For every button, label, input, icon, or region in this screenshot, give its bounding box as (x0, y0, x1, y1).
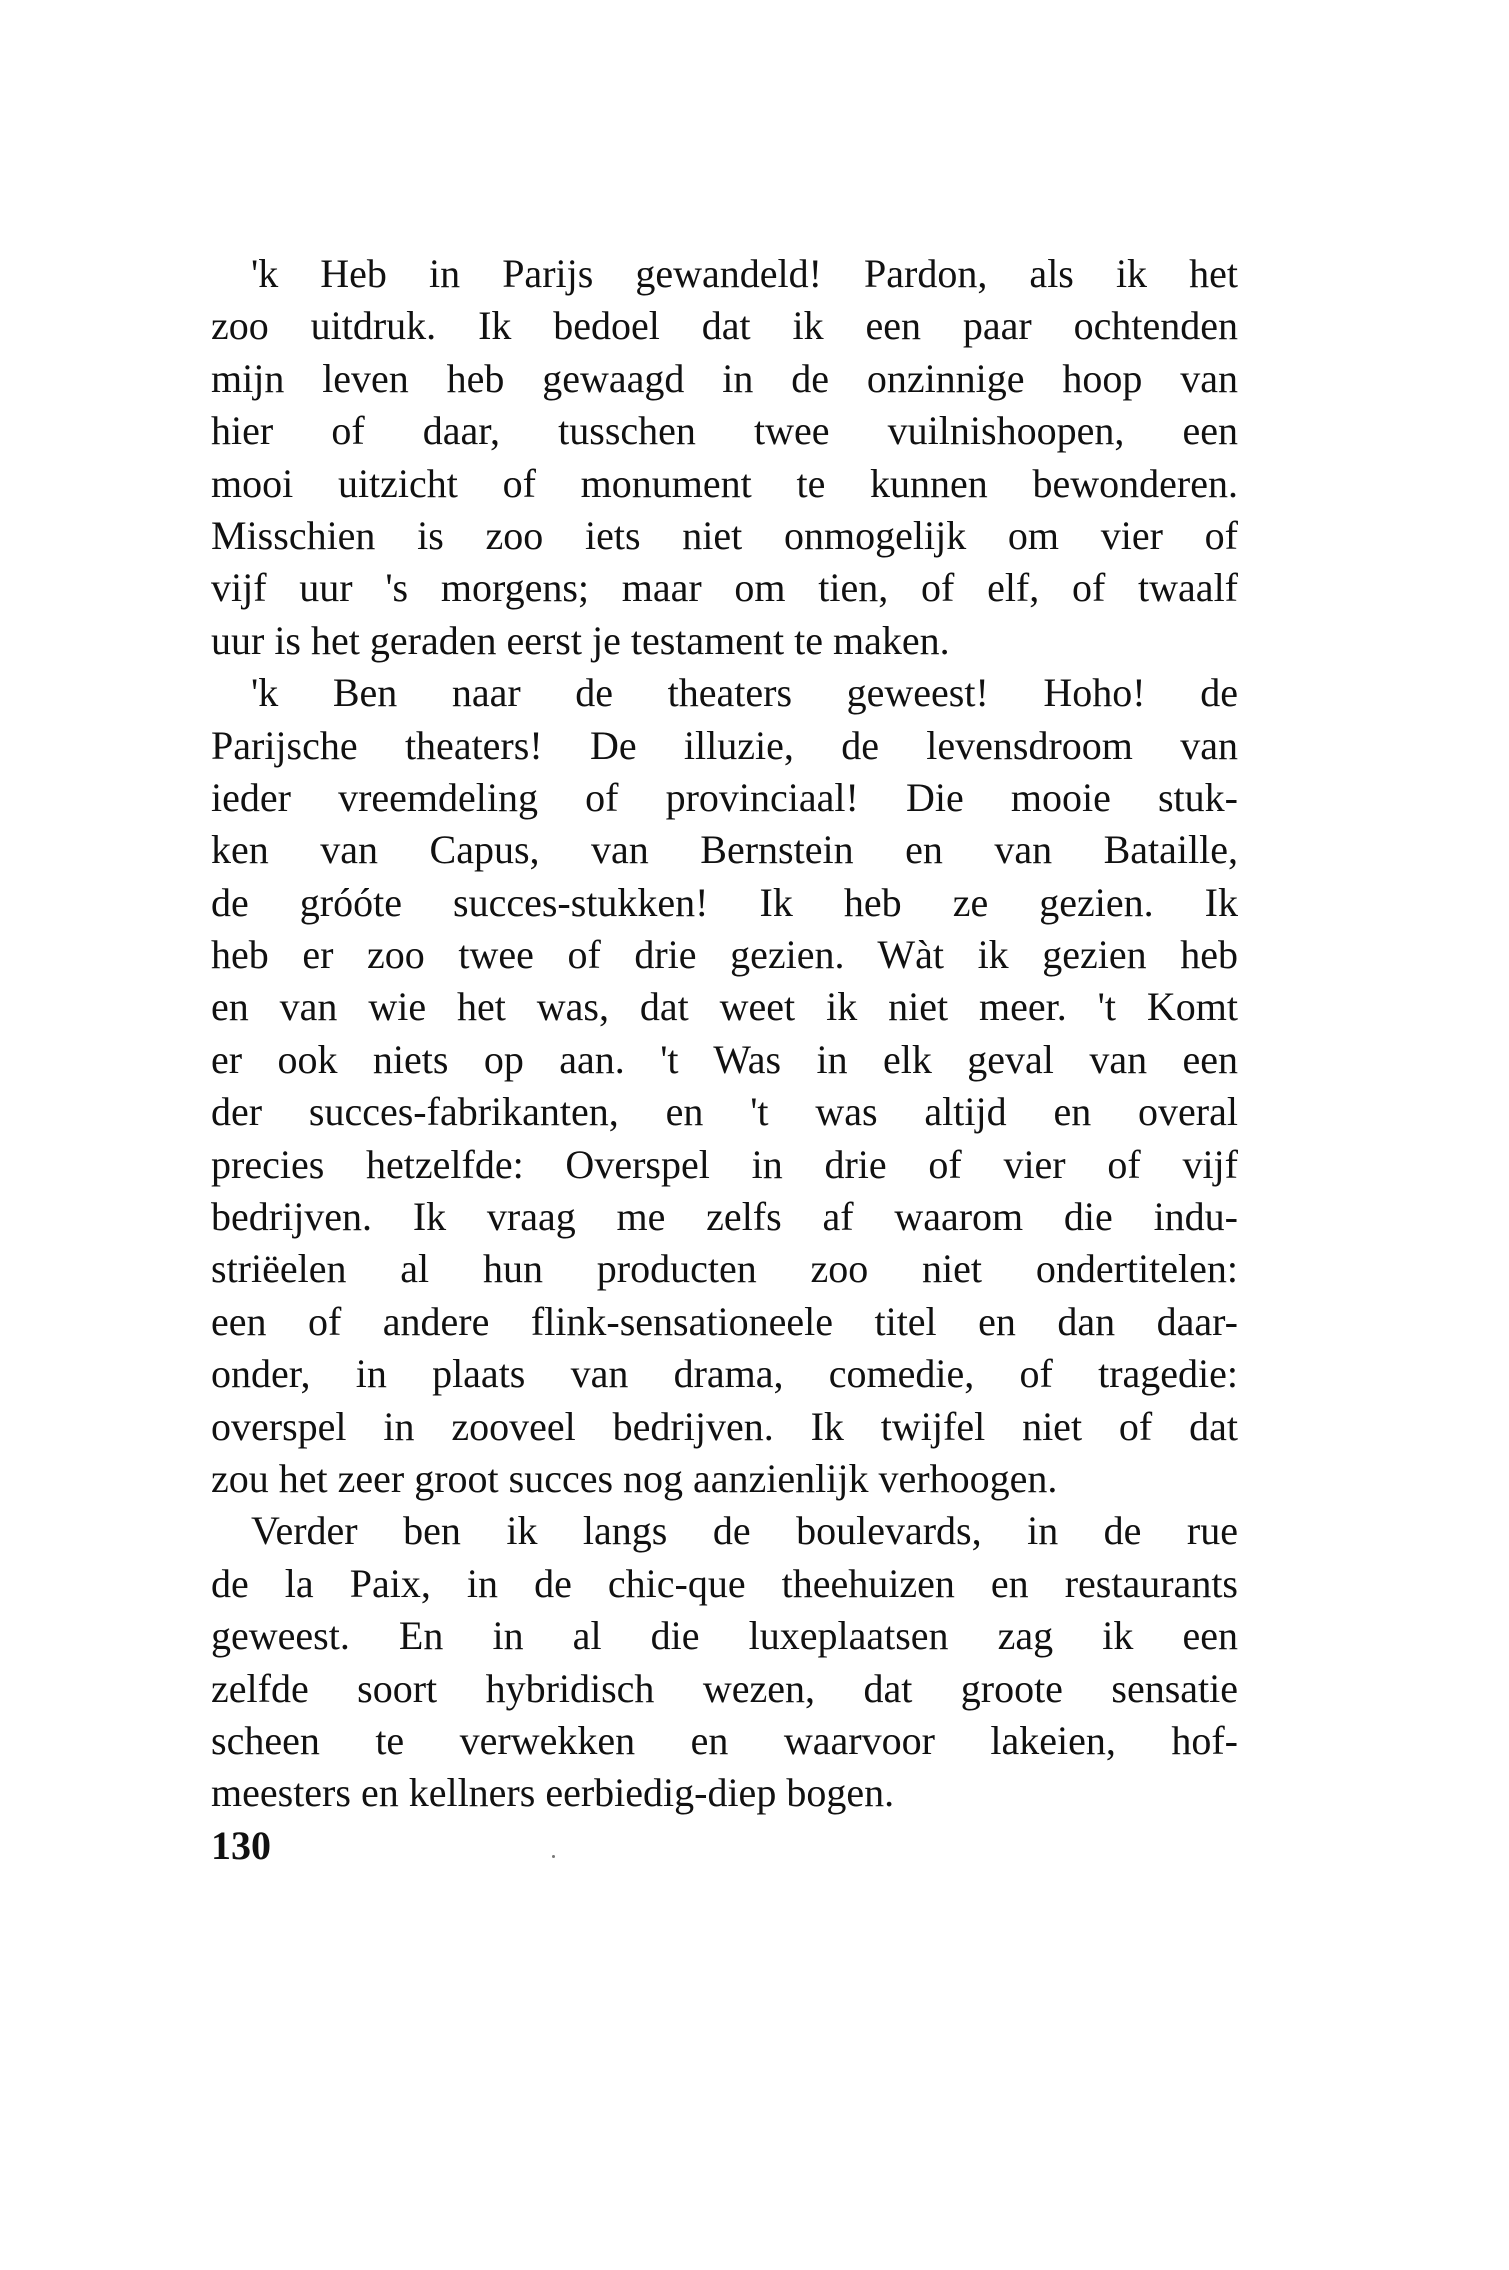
text-line: zou het zeer groot succes nog aanzienlijk verhoogen. (211, 1455, 1058, 1501)
text-line: heb er zoo twee of drie gezien. Wàt ik gezien heb (211, 932, 1238, 978)
text-line: de la Paix, in de chic-que theehuizen en restaurants (211, 1560, 1238, 1606)
print-speck (552, 1855, 555, 1858)
text-line: zoo uitdruk. Ik bedoel dat ik een paar ochtenden (211, 303, 1238, 349)
text-line: onder, in plaats van drama, comedie, of tragedie: (211, 1351, 1238, 1397)
text-line: en van wie het was, dat weet ik niet meer. 't Komt (211, 984, 1238, 1030)
text-line: ken van Capus, van Bernstein en van Bataille, (211, 827, 1238, 873)
text-line: 'k Ben naar de theaters geweest! Hoho! de (251, 670, 1238, 716)
text-line: Misschien is zoo iets niet onmogelijk om vier of (211, 512, 1238, 558)
text-line: er ook niets op aan. 't Was in elk geval van een (211, 1036, 1238, 1082)
text-line: 'k Heb in Parijs gewandeld! Pardon, als ik het (251, 251, 1238, 296)
text-line: zelfde soort hybridisch wezen, dat groote sensatie (211, 1665, 1238, 1711)
text-line: ieder vreemdeling of provinciaal! Die mooie stuk- (211, 774, 1238, 820)
text-line: Parijsche theaters! De illuzie, de levensdroom van (211, 722, 1238, 768)
text-line: der succes-fabrikanten, en 't was altijd en overal (211, 1089, 1238, 1135)
body-text (211, 248, 1238, 1820)
text-line: bedrijven. Ik vraag me zelfs af waarom die indu- (211, 1194, 1238, 1240)
text-line: overspel in zooveel bedrijven. Ik twijfel niet of dat (211, 1403, 1238, 1449)
text-line: Verder ben ik langs de boulevards, in de rue (251, 1508, 1238, 1554)
text-line: de gróóte succes-stukken! Ik heb ze gezien. Ik (211, 879, 1238, 925)
text-line: hier of daar, tusschen twee vuilnishoopen, een (211, 408, 1238, 454)
page-number: 130 (211, 1823, 271, 1868)
text-line: striëelen al hun producten zoo niet ondertitelen: (211, 1246, 1238, 1292)
text-line: scheen te verwekken en waarvoor lakeien, hof- (211, 1717, 1238, 1763)
text-line: mooi uitzicht of monument te kunnen bewonderen. (211, 460, 1238, 506)
text-line: precies hetzelfde: Overspel in drie of vier of vijf (211, 1141, 1238, 1187)
text-line: mijn leven heb gewaagd in de onzinnige hoop van (211, 355, 1238, 401)
text-line: vijf uur 's morgens; maar om tien, of elf, of twaalf (211, 565, 1238, 611)
text-line: een of andere flink-sensationeele titel en dan daar- (211, 1298, 1238, 1344)
text-line: uur is het geraden eerst je testament te maken. (211, 617, 950, 663)
text-line: geweest. En in al die luxeplaatsen zag ik een (211, 1613, 1238, 1659)
text-line: meesters en kellners eerbiedig-diep bogen. (211, 1770, 895, 1816)
